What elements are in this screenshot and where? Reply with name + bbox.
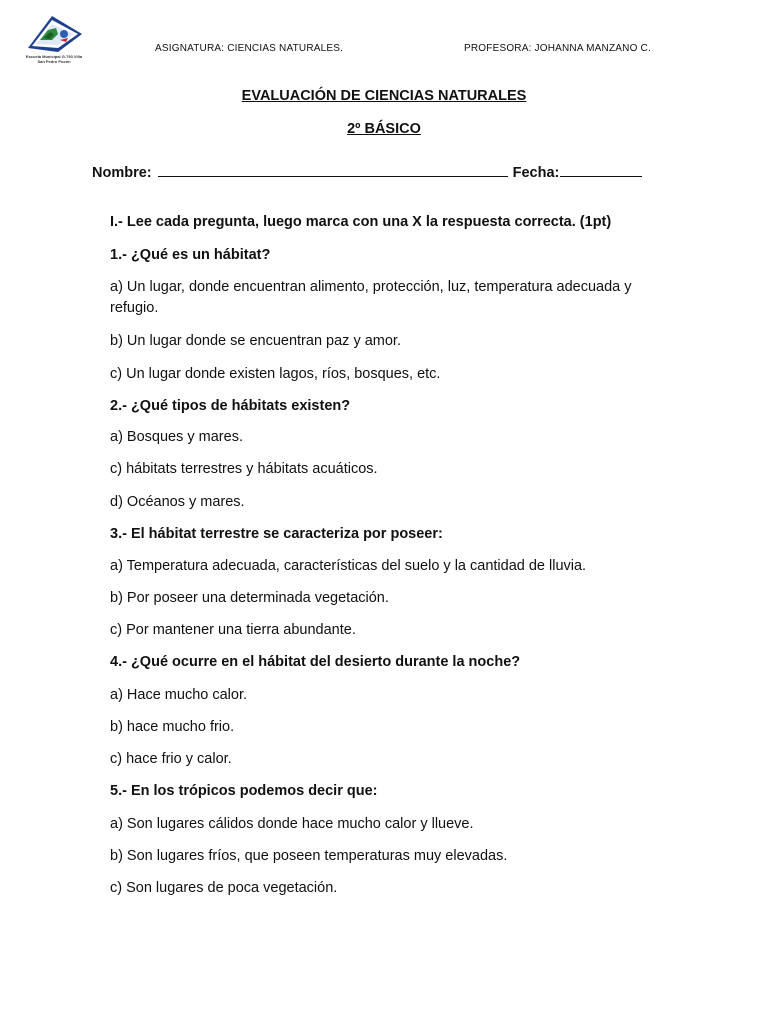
question-5-option-c[interactable]: c) Son lugares de poca vegetación. bbox=[110, 880, 338, 896]
question-1-option-b[interactable]: b) Un lugar donde se encuentran paz y amor. bbox=[110, 333, 401, 349]
question-5-option-b[interactable]: b) Son lugares fríos, que poseen temperaturas muy elevadas. bbox=[110, 848, 508, 864]
question-1-option-c[interactable]: c) Un lugar donde existen lagos, ríos, bosques, etc. bbox=[110, 366, 441, 382]
grade-title: 2º BÁSICO bbox=[347, 121, 421, 137]
question-2-option-d[interactable]: d) Océanos y mares. bbox=[110, 494, 245, 510]
question-3-option-b[interactable]: b) Por poseer una determinada vegetación. bbox=[110, 590, 389, 606]
question-4-option-b[interactable]: b) hace mucho frio. bbox=[110, 719, 235, 735]
question-3-option-c[interactable]: c) Por mantener una tierra abundante. bbox=[110, 622, 356, 638]
student-info-line bbox=[92, 162, 642, 181]
question-3-option-a[interactable]: a) Temperatura adecuada, características del suelo y la cantidad de lluvia. bbox=[110, 558, 587, 574]
date-blank-field[interactable] bbox=[560, 162, 642, 177]
school-crest-icon bbox=[22, 14, 86, 54]
question-2: 2.- ¿Qué tipos de hábitats existen? bbox=[110, 398, 351, 414]
question-5-option-a[interactable]: a) Son lugares cálidos donde hace mucho calor y llueve. bbox=[110, 816, 474, 832]
subject-header: ASIGNATURA: CIENCIAS NATURALES. bbox=[155, 43, 344, 54]
exam-title: EVALUACIÓN DE CIENCIAS NATURALES bbox=[241, 88, 527, 104]
instructions: I.- Lee cada pregunta, luego marca con una X la respuesta correcta. (1pt) bbox=[110, 214, 612, 230]
question-4-option-c[interactable]: c) hace frio y calor. bbox=[110, 751, 232, 767]
teacher-header: PROFESORA: JOHANNA MANZANO C. bbox=[464, 43, 651, 54]
date-label: Fecha: bbox=[512, 165, 560, 181]
name-blank-field[interactable] bbox=[158, 162, 508, 177]
question-2-option-c[interactable]: c) hábitats terrestres y hábitats acuáticos. bbox=[110, 461, 378, 477]
question-2-option-a[interactable]: a) Bosques y mares. bbox=[110, 429, 243, 445]
question-3: 3.- El hábitat terrestre se caracteriza por poseer: bbox=[110, 526, 443, 542]
question-1-option-a[interactable]: a) Un lugar, donde encuentran alimento, protección, luz, temperatura adecuada y refugio. bbox=[110, 279, 632, 316]
question-4: 4.- ¿Qué ocurre en el hábitat del desierto durante la noche? bbox=[110, 654, 521, 670]
logo-caption: Escuela Municipal G-793 Villa San Pedro Pucón bbox=[25, 54, 83, 64]
name-label: Nombre: bbox=[92, 165, 152, 181]
question-1: 1.- ¿Qué es un hábitat? bbox=[110, 247, 271, 263]
school-logo bbox=[22, 14, 86, 86]
question-4-option-a[interactable]: a) Hace mucho calor. bbox=[110, 687, 248, 703]
question-5: 5.- En los trópicos podemos decir que: bbox=[110, 783, 378, 799]
